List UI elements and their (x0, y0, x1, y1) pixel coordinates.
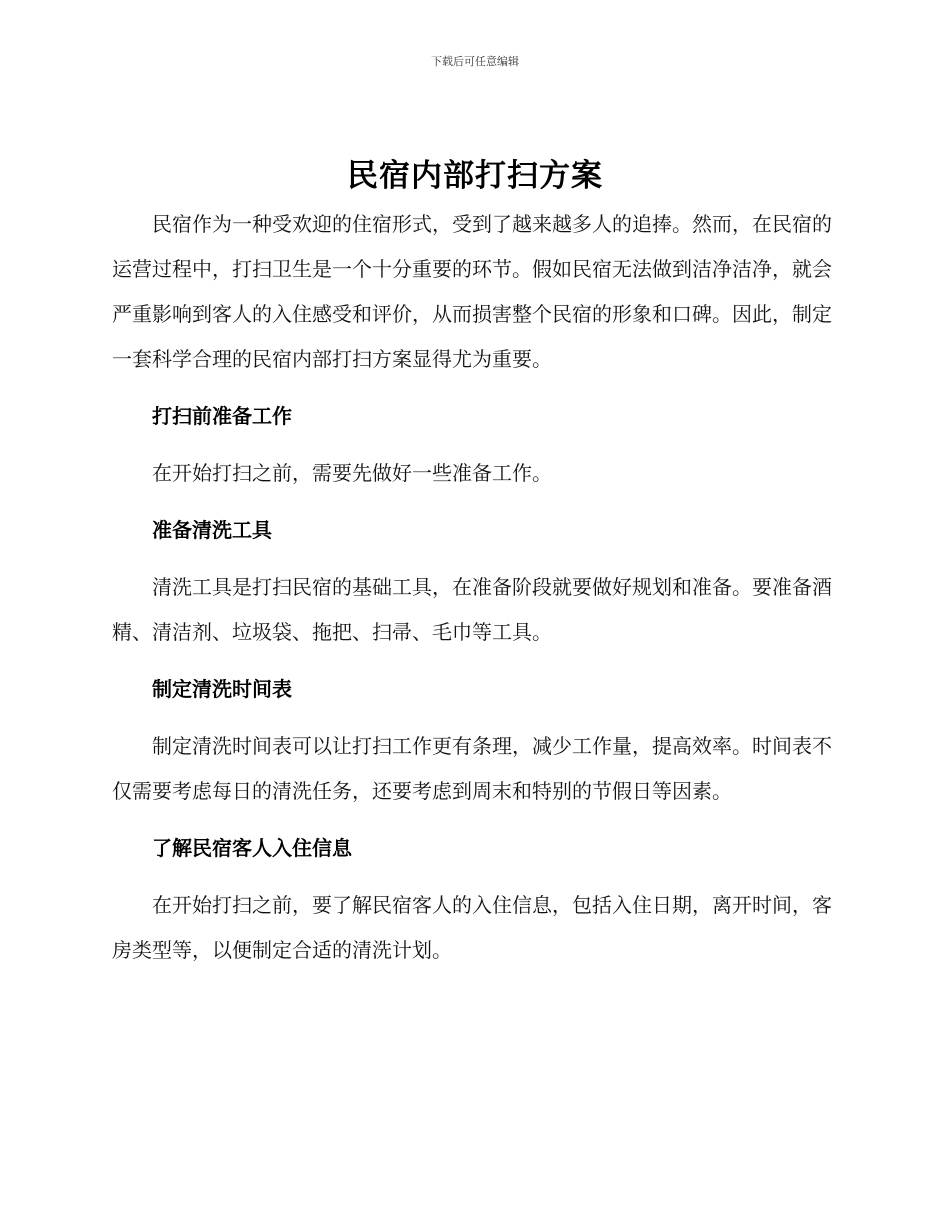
section-heading-tools: 准备清洗工具 (152, 518, 272, 542)
section-heading-preparation: 打扫前准备工作 (152, 404, 292, 428)
section-text-preparation: 在开始打扫之前，需要先做好一些准备工作。 (152, 461, 552, 485)
section-text-tools: 清洗工具是打扫民宿的基础工具，在准备阶段就要做好规划和准备。要准备酒精、清洁剂、垃圾袋、拖把、扫帚、毛巾等工具。 (112, 575, 832, 644)
page-header-note: 下载后可任意编辑 (431, 55, 519, 68)
section-text-schedule: 制定清洗时间表可以让打扫工作更有条理，减少工作量，提高效率。时间表不仅需要考虑每日的清洗任务，还要考虑到周末和特别的节假日等因素。 (112, 734, 832, 803)
document-title: 民宿内部打扫方案 (347, 158, 603, 194)
intro-paragraph: 民宿作为一种受欢迎的住宿形式，受到了越来越多人的追捧。然而，在民宿的运营过程中，打扫卫生是一个十分重要的环节。假如民宿无法做到洁净洁净，就会严重影响到客人的入住感受和评价，从而损害整个民宿的形象和口碑。因此，制定一套科学合理的民宿内部打扫方案显得尤为重要。 (112, 212, 832, 371)
section-text-guest-info: 在开始打扫之前，要了解民宿客人的入住信息，包括入住日期，离开时间，客房类型等，以便制定合适的清洗计划。 (112, 893, 832, 962)
section-heading-schedule: 制定清洗时间表 (152, 677, 292, 701)
document-body (112, 202, 832, 973)
section-heading-guest-info: 了解民宿客人入住信息 (152, 836, 352, 860)
